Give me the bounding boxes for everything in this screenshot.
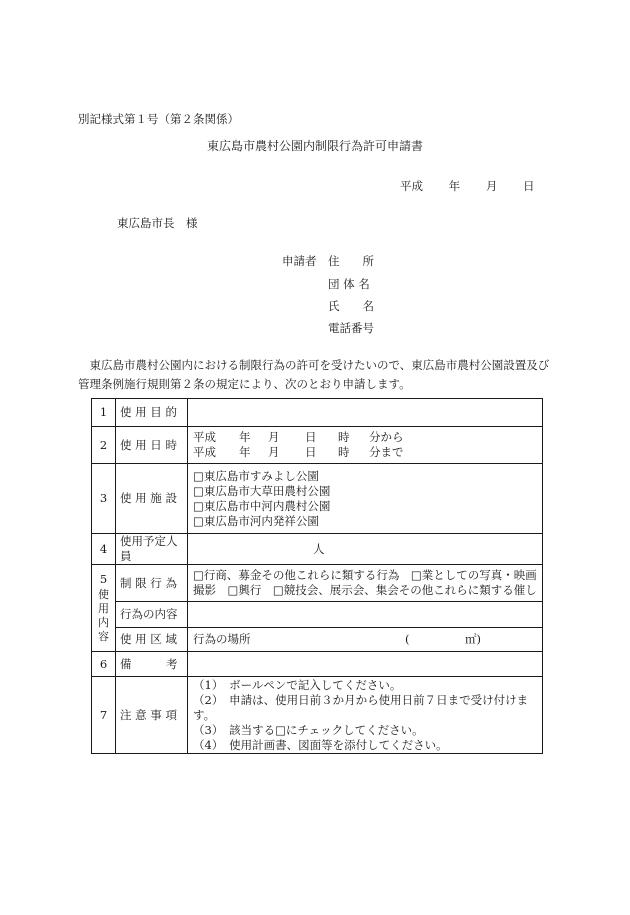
note-2: （2） 申請は、使用日前３か月から使用日前７日まで受け付けます。	[193, 692, 529, 722]
application-table	[91, 398, 543, 754]
applicant-group-name-field: 団 体 名	[328, 277, 370, 291]
applicant-address-field: 住 所	[328, 254, 374, 268]
row-label-attendance: 使用予定人員	[116, 534, 188, 565]
note-3: （3） 該当する□にチェックしてください。	[193, 722, 424, 737]
datetime-cell[interactable]	[188, 427, 543, 464]
row-number: 7	[92, 677, 116, 754]
datetime-to: 平成 年 月 日 時 分まで	[193, 445, 404, 459]
attendance-unit: 人	[313, 541, 325, 556]
table-row	[92, 399, 543, 427]
restricted-act-options-line-1[interactable]: □行商、募金その他これらに類する行為 □業としての写真・映画	[193, 568, 537, 582]
row-number: 4	[92, 534, 116, 565]
date-day: 日	[522, 179, 535, 193]
note-1: （1） ボールペンで記入してください。	[193, 677, 402, 692]
table-row	[92, 565, 543, 602]
row-number: 5	[99, 572, 108, 586]
row-label-facility: 使 用 施 設	[116, 464, 188, 534]
restricted-act-options-line-2[interactable]: 撮影 □興行 □競技会、展示会、集会その他これらに類する催し	[193, 583, 537, 597]
section-5-cell	[92, 565, 116, 652]
restricted-act-cell	[188, 565, 543, 602]
purpose-cell[interactable]	[188, 399, 543, 427]
section-5-vertical-label: 使用内容	[98, 588, 109, 643]
row-label-purpose: 使 用 目 的	[116, 399, 188, 427]
act-content-cell[interactable]	[188, 602, 543, 628]
table-row	[92, 602, 543, 628]
row-number: 2	[92, 427, 116, 464]
date-month: 月	[485, 179, 498, 193]
area-location-label: 行為の場所	[193, 632, 251, 646]
table-row	[92, 427, 543, 464]
applicant-phone-field: 電話番号	[328, 321, 374, 335]
datetime-from: 平成 年 月 日 時 分から	[193, 430, 404, 444]
row-label-notes: 注 意 事 項	[116, 677, 188, 754]
facility-option-okusada[interactable]: □東広島市大草田農村公園	[193, 483, 331, 498]
remarks-cell[interactable]	[188, 652, 543, 677]
application-statement: 東広島市農村公園内における制限行為の許可を受けたいので、東広島市農村公園設置及び管理条例施行規則第２条の規定により、次のとおり申請します。	[78, 358, 550, 391]
row-label-act-content: 行為の内容	[116, 602, 188, 628]
row-number: 6	[92, 652, 116, 677]
date-year: 年	[448, 179, 461, 193]
table-row	[92, 628, 543, 652]
date-line	[400, 178, 556, 194]
area-cell[interactable]	[188, 628, 543, 652]
table-row	[92, 652, 543, 677]
row-label-datetime: 使 用 日 時	[116, 427, 188, 464]
area-open-paren: (	[405, 632, 410, 646]
note-4: （4） 使用計画書、図面等を添付してください。	[193, 737, 448, 752]
facility-option-kouchi[interactable]: □東広島市河内発祥公園	[193, 513, 319, 528]
table-row	[92, 464, 543, 534]
addressee: 東広島市長 様	[117, 216, 198, 230]
facility-option-sumiyoshi[interactable]: □東広島市すみよし公園	[193, 468, 319, 483]
row-number: 1	[92, 399, 116, 427]
row-label-area: 使 用 区 域	[116, 628, 188, 652]
row-label-remarks: 備 考	[116, 652, 188, 677]
table-row	[92, 534, 543, 565]
form-label: 別記様式第１号（第２条関係）	[78, 112, 239, 126]
row-label-restricted-act: 制 限 行 為	[116, 565, 188, 602]
row-number: 3	[92, 464, 116, 534]
applicant-name-field: 氏 名	[328, 299, 374, 313]
notes-cell	[188, 677, 543, 754]
area-unit: ㎡)	[465, 632, 481, 646]
attendance-cell[interactable]	[188, 534, 543, 565]
applicant-label: 申請者	[282, 254, 317, 268]
date-era: 平成	[400, 179, 423, 193]
facility-cell	[188, 464, 543, 534]
facility-option-nakagouchi[interactable]: □東広島市中河内農村公園	[193, 498, 331, 513]
table-row	[92, 677, 543, 754]
document-title: 東広島市農村公園内制限行為許可申請書	[206, 139, 423, 153]
